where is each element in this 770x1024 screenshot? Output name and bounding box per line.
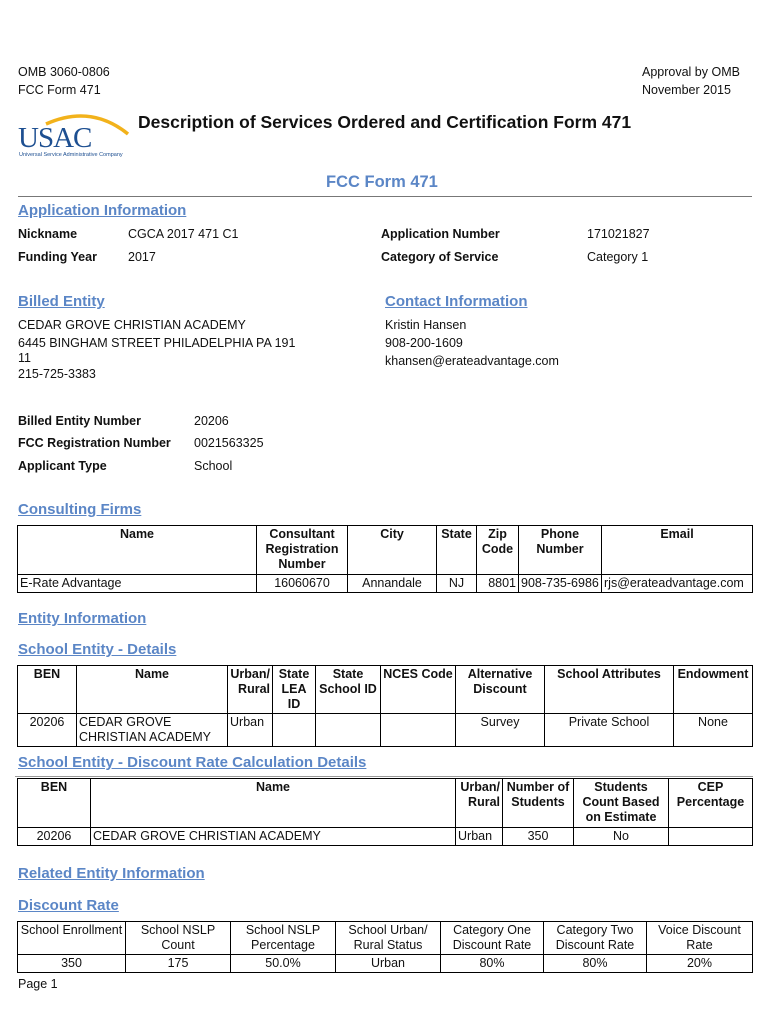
col-consultant-reg: Consultant Registration Number — [257, 526, 348, 575]
col-endowment: Endowment — [674, 666, 753, 714]
table-row — [18, 955, 753, 973]
cell-ben: 20206 — [18, 828, 91, 846]
col-cat-one-rate: Category One Discount Rate — [441, 922, 544, 955]
fcc-reg-label: FCC Registration Number — [18, 436, 171, 450]
cell-cep — [669, 828, 753, 846]
logo-text: USAC — [18, 122, 92, 154]
cell-name: CEDAR GROVE CHRISTIAN ACADEMY — [91, 828, 456, 846]
col-state-school-id: State School ID — [316, 666, 381, 714]
school-details-table — [17, 665, 753, 747]
billed-entity-name: CEDAR GROVE CHRISTIAN ACADEMY — [18, 318, 246, 332]
omb-approval: Approval by OMB — [642, 65, 740, 79]
table-header-row — [18, 779, 753, 828]
discount-rate-table — [17, 921, 753, 973]
col-school-attributes: School Attributes — [545, 666, 674, 714]
cell-cat-one-rate: 80% — [441, 955, 544, 973]
cell-ben: 20206 — [18, 714, 77, 747]
application-number-label: Application Number — [381, 227, 500, 241]
discount-calc-divider — [15, 776, 753, 777]
col-urban-rural-status: School Urban/ Rural Status — [336, 922, 441, 955]
col-ben: BEN — [18, 666, 77, 714]
funding-year-value: 2017 — [128, 250, 156, 264]
cell-city: Annandale — [348, 575, 437, 593]
col-cep: CEP Percentage — [669, 779, 753, 828]
col-school-enrollment: School Enrollment — [18, 922, 126, 955]
contact-name: Kristin Hansen — [385, 318, 467, 332]
usac-logo — [16, 110, 134, 162]
col-number-students: Number of Students — [503, 779, 574, 828]
title-divider — [18, 196, 752, 197]
cell-urban-rural-status: Urban — [336, 955, 441, 973]
cell-cat-two-rate: 80% — [544, 955, 647, 973]
funding-year-label: Funding Year — [18, 250, 97, 264]
contact-heading: Contact Information — [385, 293, 528, 310]
application-info-heading: Application Information — [18, 202, 187, 219]
cell-count-estimate: No — [574, 828, 669, 846]
col-name: Name — [18, 526, 257, 575]
col-voice-rate: Voice Discount Rate — [647, 922, 753, 955]
cell-school-enrollment: 350 — [18, 955, 126, 973]
cell-zip: 8801 — [477, 575, 519, 593]
col-urban-rural: Urban/ Rural — [456, 779, 503, 828]
cell-email: rjs@erateadvantage.com — [602, 575, 753, 593]
col-email: Email — [602, 526, 753, 575]
cell-phone: 908-735-6986 — [519, 575, 602, 593]
category-value: Category 1 — [587, 250, 649, 264]
nickname-label: Nickname — [18, 227, 78, 241]
billed-entity-phone: 215-725-3383 — [18, 367, 96, 381]
col-count-estimate: Students Count Based on Estimate — [574, 779, 669, 828]
col-name: Name — [77, 666, 228, 714]
discount-calc-table — [17, 778, 753, 846]
ben-label: Billed Entity Number — [18, 414, 141, 428]
table-row — [18, 575, 753, 593]
col-name: Name — [91, 779, 456, 828]
col-alt-discount: Alternative Discount — [456, 666, 545, 714]
col-cat-two-rate: Category Two Discount Rate — [544, 922, 647, 955]
cell-nslp-count: 175 — [126, 955, 231, 973]
consulting-firms-heading: Consulting Firms — [18, 501, 142, 518]
cell-voice-rate: 20% — [647, 955, 753, 973]
nickname-value: CGCA 2017 471 C1 — [128, 227, 239, 241]
discount-rate-heading: Discount Rate — [18, 897, 119, 914]
discount-calc-heading: School Entity - Discount Rate Calculation Details — [18, 754, 367, 771]
page-title: Description of Services Ordered and Certification Form 471 — [138, 112, 632, 132]
cell-urban-rural: Urban — [228, 714, 273, 747]
table-header-row — [18, 666, 753, 714]
category-label: Category of Service — [381, 250, 499, 264]
related-entity-heading: Related Entity Information — [18, 865, 205, 882]
table-header-row — [18, 922, 753, 955]
cell-consultant-reg: 16060670 — [257, 575, 348, 593]
contact-email: khansen@erateadvantage.com — [385, 354, 559, 368]
form-subtitle: FCC Form 471 — [326, 173, 438, 191]
table-row — [18, 714, 753, 747]
cell-nces-code — [381, 714, 456, 747]
table-row — [18, 828, 753, 846]
cell-school-attributes: Private School — [545, 714, 674, 747]
col-city: City — [348, 526, 437, 575]
page-number: Page 1 — [18, 977, 58, 991]
cell-state: NJ — [437, 575, 477, 593]
col-nces-code: NCES Code — [381, 666, 456, 714]
billed-entity-address-line1: 6445 BINGHAM STREET PHILADELPHIA PA 191 — [18, 336, 296, 350]
col-state: State — [437, 526, 477, 575]
col-zip: Zip Code — [477, 526, 519, 575]
consulting-firms-table — [17, 525, 753, 593]
col-state-lea-id: State LEA ID — [273, 666, 316, 714]
cell-name: CEDAR GROVE CHRISTIAN ACADEMY — [77, 714, 228, 747]
omb-number: OMB 3060-0806 — [18, 65, 110, 79]
cell-state-lea-id — [273, 714, 316, 747]
cell-alt-discount: Survey — [456, 714, 545, 747]
col-ben: BEN — [18, 779, 91, 828]
applicant-type-value: School — [194, 459, 233, 473]
school-details-heading: School Entity - Details — [18, 641, 177, 658]
billed-entity-address-line2: 11 — [18, 351, 31, 365]
cell-name: E-Rate Advantage — [18, 575, 257, 593]
logo-subtext: Universal Service Administrative Company — [19, 152, 123, 158]
billed-entity-heading: Billed Entity — [18, 293, 105, 310]
col-nslp-count: School NSLP Count — [126, 922, 231, 955]
ben-value: 20206 — [194, 414, 229, 428]
approval-date: November 2015 — [642, 83, 731, 97]
form-number: FCC Form 471 — [18, 83, 101, 97]
cell-number-students: 350 — [503, 828, 574, 846]
contact-phone: 908-200-1609 — [385, 336, 463, 350]
applicant-type-label: Applicant Type — [18, 459, 107, 473]
entity-info-heading: Entity Information — [18, 610, 147, 627]
col-urban-rural: Urban/ Rural — [228, 666, 273, 714]
cell-endowment: None — [674, 714, 753, 747]
fcc-reg-value: 0021563325 — [194, 436, 264, 450]
col-phone: Phone Number — [519, 526, 602, 575]
cell-state-school-id — [316, 714, 381, 747]
cell-urban-rural: Urban — [456, 828, 503, 846]
table-header-row — [18, 526, 753, 575]
cell-nslp-percentage: 50.0% — [231, 955, 336, 973]
col-nslp-percentage: School NSLP Percentage — [231, 922, 336, 955]
application-number-value: 171021827 — [587, 227, 650, 241]
